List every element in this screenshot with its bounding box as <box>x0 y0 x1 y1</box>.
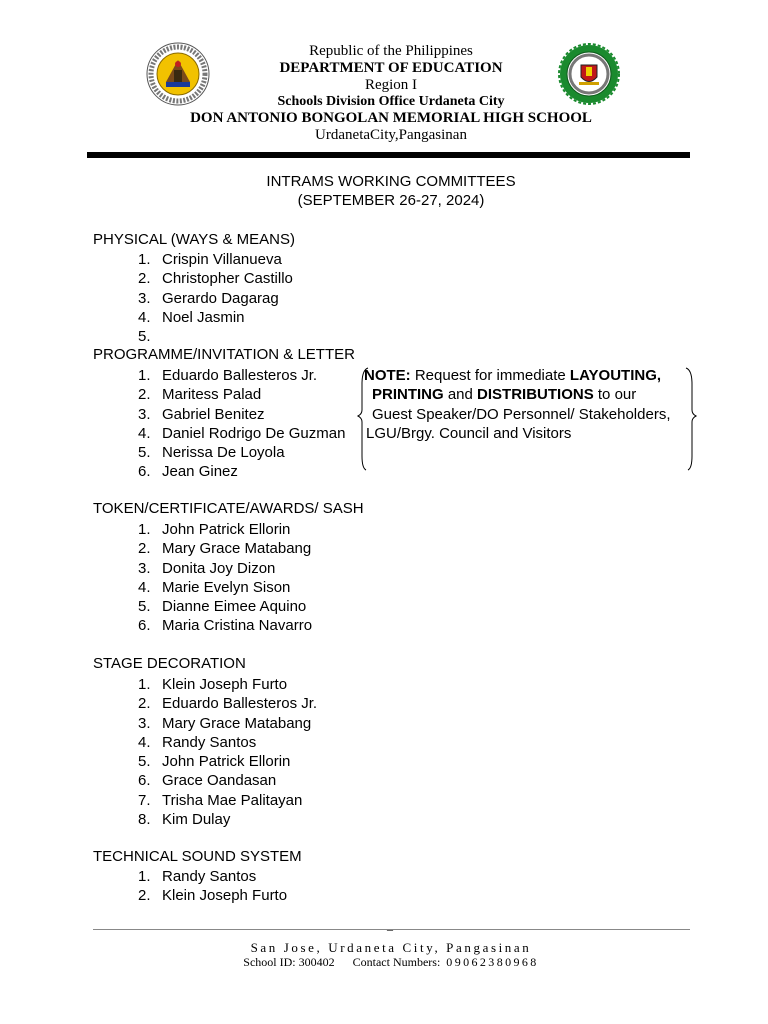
list-item: 6. Jean Ginez <box>138 463 238 481</box>
committee-member-list <box>138 520 312 636</box>
list-item: 1. Eduardo Ballesteros Jr. <box>138 367 318 384</box>
note-line-3: Guest Speaker/DO Personnel/ Stakeholders, <box>372 405 671 423</box>
list-item: 6. Grace Oandasan <box>138 772 277 790</box>
list-item: 5. John Patrick Ellorin <box>138 753 291 771</box>
list-item: 4. Marie Evelyn Sison <box>138 578 291 596</box>
list-item: 6. Maria Cristina Navarro <box>138 617 313 635</box>
committee-heading: PROGRAMME/INVITATION & LETTER <box>93 346 355 363</box>
committee-heading: TOKEN/CERTIFICATE/AWARDS/ SASH <box>93 500 364 517</box>
committee-heading: PHYSICAL (WAYS & MEANS) <box>93 231 295 248</box>
list-item: 3. Donita Joy Dizon <box>138 559 276 577</box>
list-item: 8. Kim Dulay <box>138 811 231 829</box>
list-item: 4. Randy Santos <box>138 733 257 751</box>
header-republic: Republic of the Philippines <box>309 43 473 59</box>
note-line-2: PRINTING and DISTRIBUTIONS to our <box>372 386 637 404</box>
committee-member-list <box>138 675 317 829</box>
committee-member-list <box>138 250 293 346</box>
list-item: 3. Gabriel Benitez <box>138 405 265 423</box>
header-division: Schools Division Office Urdaneta City <box>277 94 505 109</box>
header-school-name: DON ANTONIO BONGOLAN MEMORIAL HIGH SCHOOL <box>190 110 592 126</box>
list-item: 3. Gerardo Dagarag <box>138 289 279 307</box>
list-item: 4. Daniel Rodrigo De Guzman <box>138 424 346 442</box>
list-item: 5. Dianne Eimee Aquino <box>138 598 307 616</box>
document-date: (SEPTEMBER 26-27, 2024) <box>297 192 485 209</box>
header-department: DEPARTMENT OF EDUCATION <box>279 60 503 76</box>
header-region: Region I <box>364 77 418 93</box>
school-id: School ID: 300402 <box>243 955 335 969</box>
list-item: 3. Mary Grace Matabang <box>138 714 312 732</box>
note-line-4: LGU/Brgy. Council and Visitors <box>366 424 572 442</box>
list-item: 4. Noel Jasmin <box>138 308 245 326</box>
committee-heading: STAGE DECORATION <box>93 655 246 672</box>
list-item: 7. Trisha Mae Palitayan <box>138 791 303 809</box>
contact-number: 09062380968 <box>446 955 539 969</box>
committee-member-list <box>138 867 287 906</box>
list-item: 1. Crispin Villanueva <box>138 251 282 268</box>
list-item: 5. <box>138 328 151 346</box>
header-divider <box>87 152 690 158</box>
list-item: 1. Randy Santos <box>138 868 257 885</box>
footer-contact <box>0 955 768 970</box>
list-item: 5. Nerissa De Loyola <box>138 444 285 462</box>
list-item: 2. Eduardo Ballesteros Jr. <box>138 695 318 713</box>
footer-address: San Jose, Urdaneta City, Pangasinan <box>250 940 532 955</box>
committee-heading: TECHNICAL SOUND SYSTEM <box>93 848 302 865</box>
contact-label: Contact Numbers: <box>352 955 441 969</box>
list-item: 2. Mary Grace Matabang <box>138 540 312 558</box>
list-item: 1. John Patrick Ellorin <box>138 521 291 538</box>
note-line-1: NOTE: Request for immediate LAYOUTING, <box>364 367 662 384</box>
list-item: 2. Christopher Castillo <box>138 270 293 288</box>
committee-member-list <box>138 366 345 482</box>
list-item: 1. Klein Joseph Furto <box>138 676 288 693</box>
list-item: 2. Klein Joseph Furto <box>138 887 288 905</box>
list-item: 2. Maritess Palad <box>138 386 262 404</box>
header-location: UrdanetaCity,Pangasinan <box>315 127 467 143</box>
note-box <box>364 366 671 443</box>
document-title: INTRAMS WORKING COMMITTEES <box>266 173 516 190</box>
footer-dash: _ <box>387 918 393 932</box>
